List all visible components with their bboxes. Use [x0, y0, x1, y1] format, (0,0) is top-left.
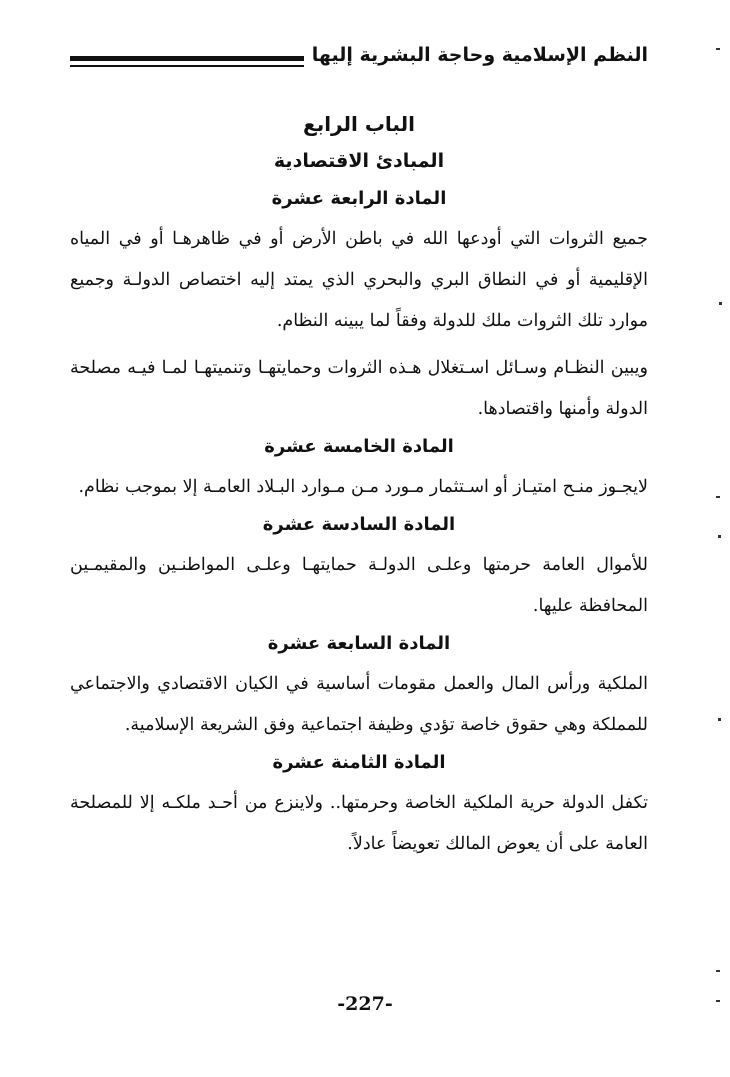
article-14-title: المادة الرابعة عشرة — [271, 188, 447, 209]
page-body — [70, 100, 648, 871]
article-16-paragraph: للأموال العامة حرمتها وعلـى الدولـة حمايتهـا وعلـى المواطنـين والمقيمـين المحافظة عليها. — [70, 555, 648, 616]
page-number: -227- — [337, 993, 393, 1015]
scan-speck — [716, 1000, 720, 1002]
chapter-subtitle: المبادئ الاقتصادية — [273, 150, 445, 172]
header-rule-thick — [70, 56, 304, 61]
scan-speck — [718, 718, 721, 721]
scan-speck — [719, 302, 722, 305]
article-14-paragraph-1: جميع الثروات التي أودعها الله في باطن الأرض أو في ظاهرهـا أو في المياه الإقليمية أو في النطاق البري والبحري الذي يمتد إليه اختصاص الدولـة وجميع موارد تلك الثروات ملك للدولة وفقاً لما يبينه النظام. — [70, 229, 648, 331]
article-18-paragraph: تكفل الدولة حرية الملكية الخاصة وحرمتها.. ولاينزع من أحـد ملكـه إلا للمصلحة العامة على أن يعوض المالك تعويضاً عادلاً. — [70, 793, 648, 854]
scan-speck — [716, 496, 720, 498]
running-header — [70, 38, 648, 72]
scan-speck — [716, 970, 720, 972]
scan-speck — [716, 48, 720, 50]
chapter-title: الباب الرابع — [303, 112, 415, 136]
article-17-title: المادة السابعة عشرة — [267, 633, 451, 654]
article-15-title: المادة الخامسة عشرة — [264, 436, 454, 457]
running-header-title: النظم الإسلامية وحاجة البشرية إليها — [311, 44, 648, 66]
header-rule-thin — [70, 65, 304, 67]
header-rules — [70, 56, 304, 67]
article-14-paragraph-2: ويبين النظـام وسـائل اسـتغلال هـذه الثروات وحمايتهـا وتنميتهـا لمـا فيـه مصلحة الدولة وأمنها واقتصادها. — [70, 358, 648, 419]
article-18-title: المادة الثامنة عشرة — [272, 752, 446, 773]
article-17-paragraph: الملكية ورأس المال والعمل مقومات أساسية في الكيان الاقتصادي والاجتماعي للمملكة وهي حقوق خاصة تؤدي وظيفة اجتماعية وفق الشريعة الإسلامية. — [70, 674, 648, 735]
article-15-paragraph: لايجـوز منـح امتيـاز أو اسـتثمار مـورد مـن مـوارد البـلاد العامـة إلا بموجب نظام. — [78, 477, 648, 497]
article-16-title: المادة السادسة عشرة — [262, 514, 456, 535]
scan-speck — [718, 535, 721, 538]
